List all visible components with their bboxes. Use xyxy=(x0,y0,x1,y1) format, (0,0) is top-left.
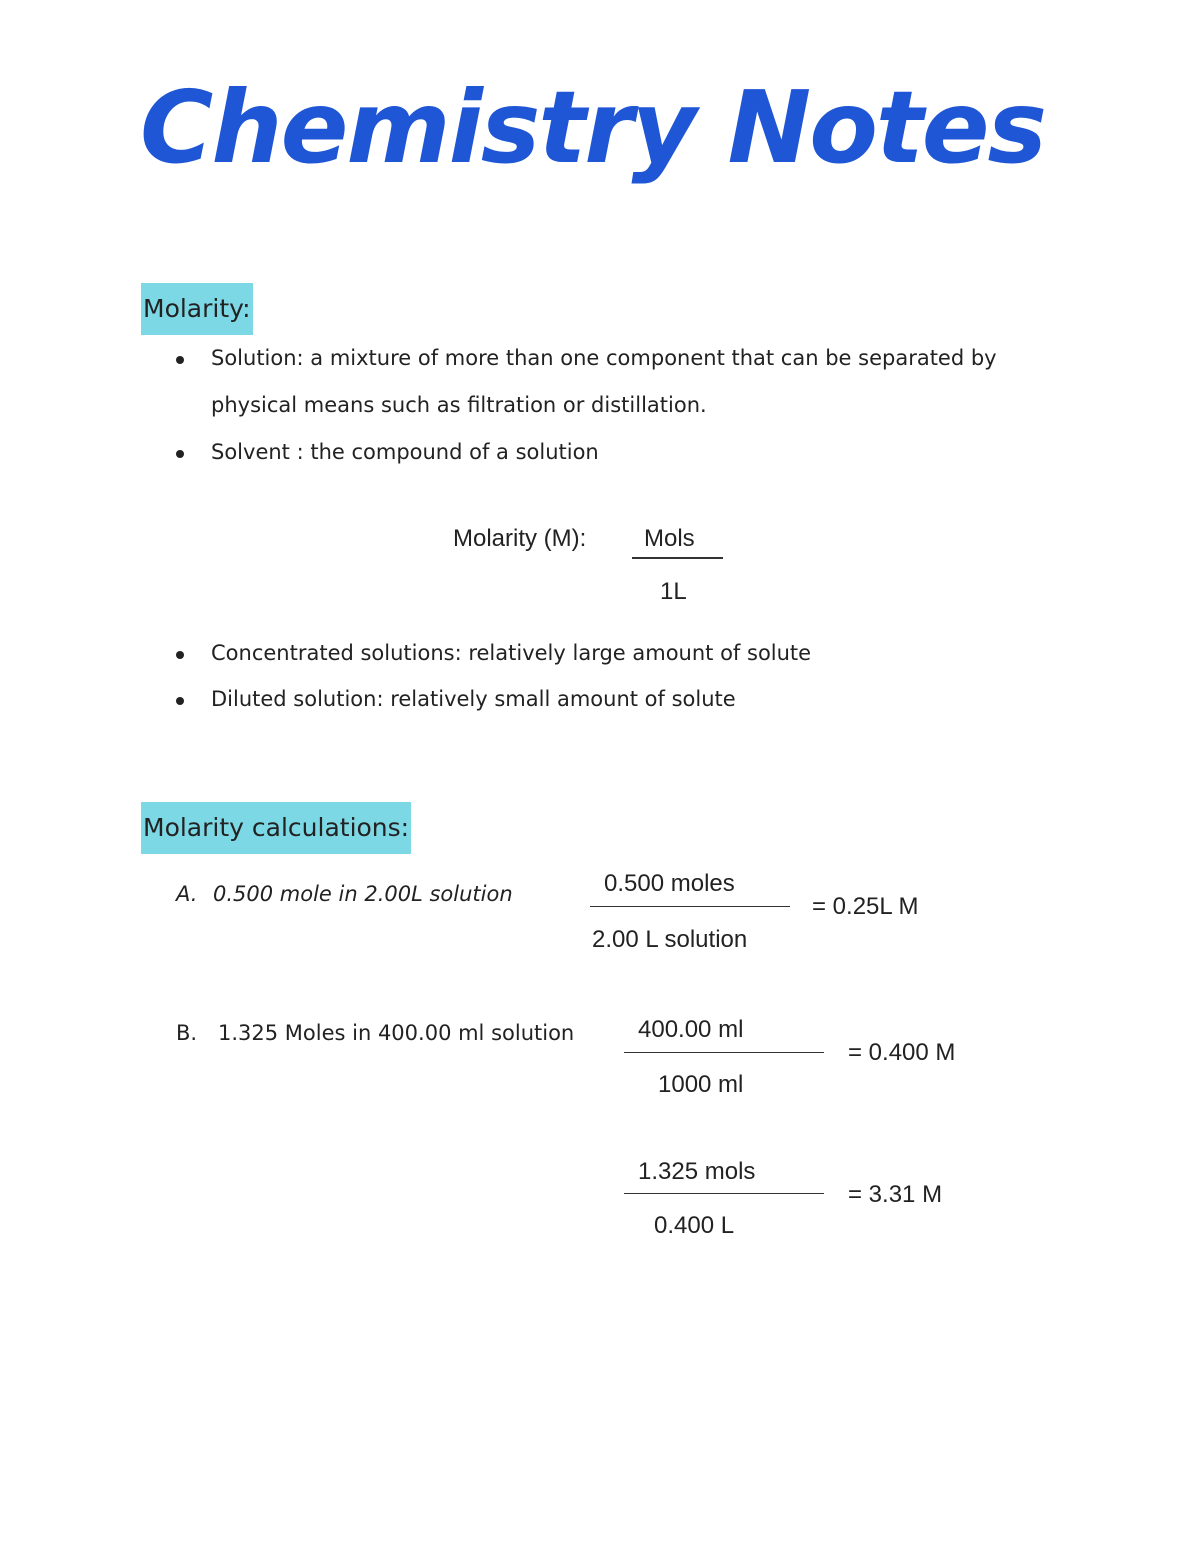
bullet-text-concentrated: Concentrated solutions: relatively large amount of solute xyxy=(211,641,812,665)
problem-a-result: = 0.25L M xyxy=(812,893,919,920)
problem-b-step1-result: = 0.400 M xyxy=(848,1039,956,1066)
bullet-icon xyxy=(176,450,184,458)
fraction-bar xyxy=(632,557,723,559)
bullet-icon xyxy=(176,651,184,659)
bullet-text-diluted: Diluted solution: relatively small amount of solute xyxy=(211,687,736,711)
problem-b-step1-denominator: 1000 ml xyxy=(658,1071,744,1098)
problem-b-step2-denominator: 0.400 L xyxy=(654,1212,735,1239)
problem-a-denominator: 2.00 L solution xyxy=(592,926,748,953)
problem-a-numerator: 0.500 moles xyxy=(604,870,735,897)
page-title: Chemistry Notes xyxy=(140,69,1046,186)
problem-b-text: 1.325 Moles in 400.00 ml solution xyxy=(218,1021,575,1045)
bullet-icon xyxy=(176,697,184,705)
problem-a-label: A. xyxy=(176,882,198,906)
problem-b-step2-numerator: 1.325 mols xyxy=(638,1158,756,1185)
fraction-bar xyxy=(624,1193,824,1194)
bullet-text-solvent: Solvent : the compound of a solution xyxy=(211,440,599,464)
fraction-bar xyxy=(590,906,790,907)
formula-denominator: 1L xyxy=(660,578,687,605)
bullet-text-solution-continued: physical means such as filtration or distillation. xyxy=(211,393,707,417)
formula-label: Molarity (M): xyxy=(453,525,587,552)
formula-numerator: Mols xyxy=(644,525,695,552)
problem-b-label: B. xyxy=(176,1021,198,1045)
bullet-text-solution: Solution: a mixture of more than one component that can be separated by xyxy=(211,346,997,370)
section-heading-molarity: Molarity: xyxy=(141,283,253,335)
bullet-icon xyxy=(176,356,184,364)
problem-b-step2-result: = 3.31 M xyxy=(848,1181,943,1208)
problem-b-step1-numerator: 400.00 ml xyxy=(638,1016,744,1043)
section-heading-calculations: Molarity calculations: xyxy=(141,802,411,854)
problem-a-text: 0.500 mole in 2.00L solution xyxy=(213,882,513,906)
fraction-bar xyxy=(624,1052,824,1053)
